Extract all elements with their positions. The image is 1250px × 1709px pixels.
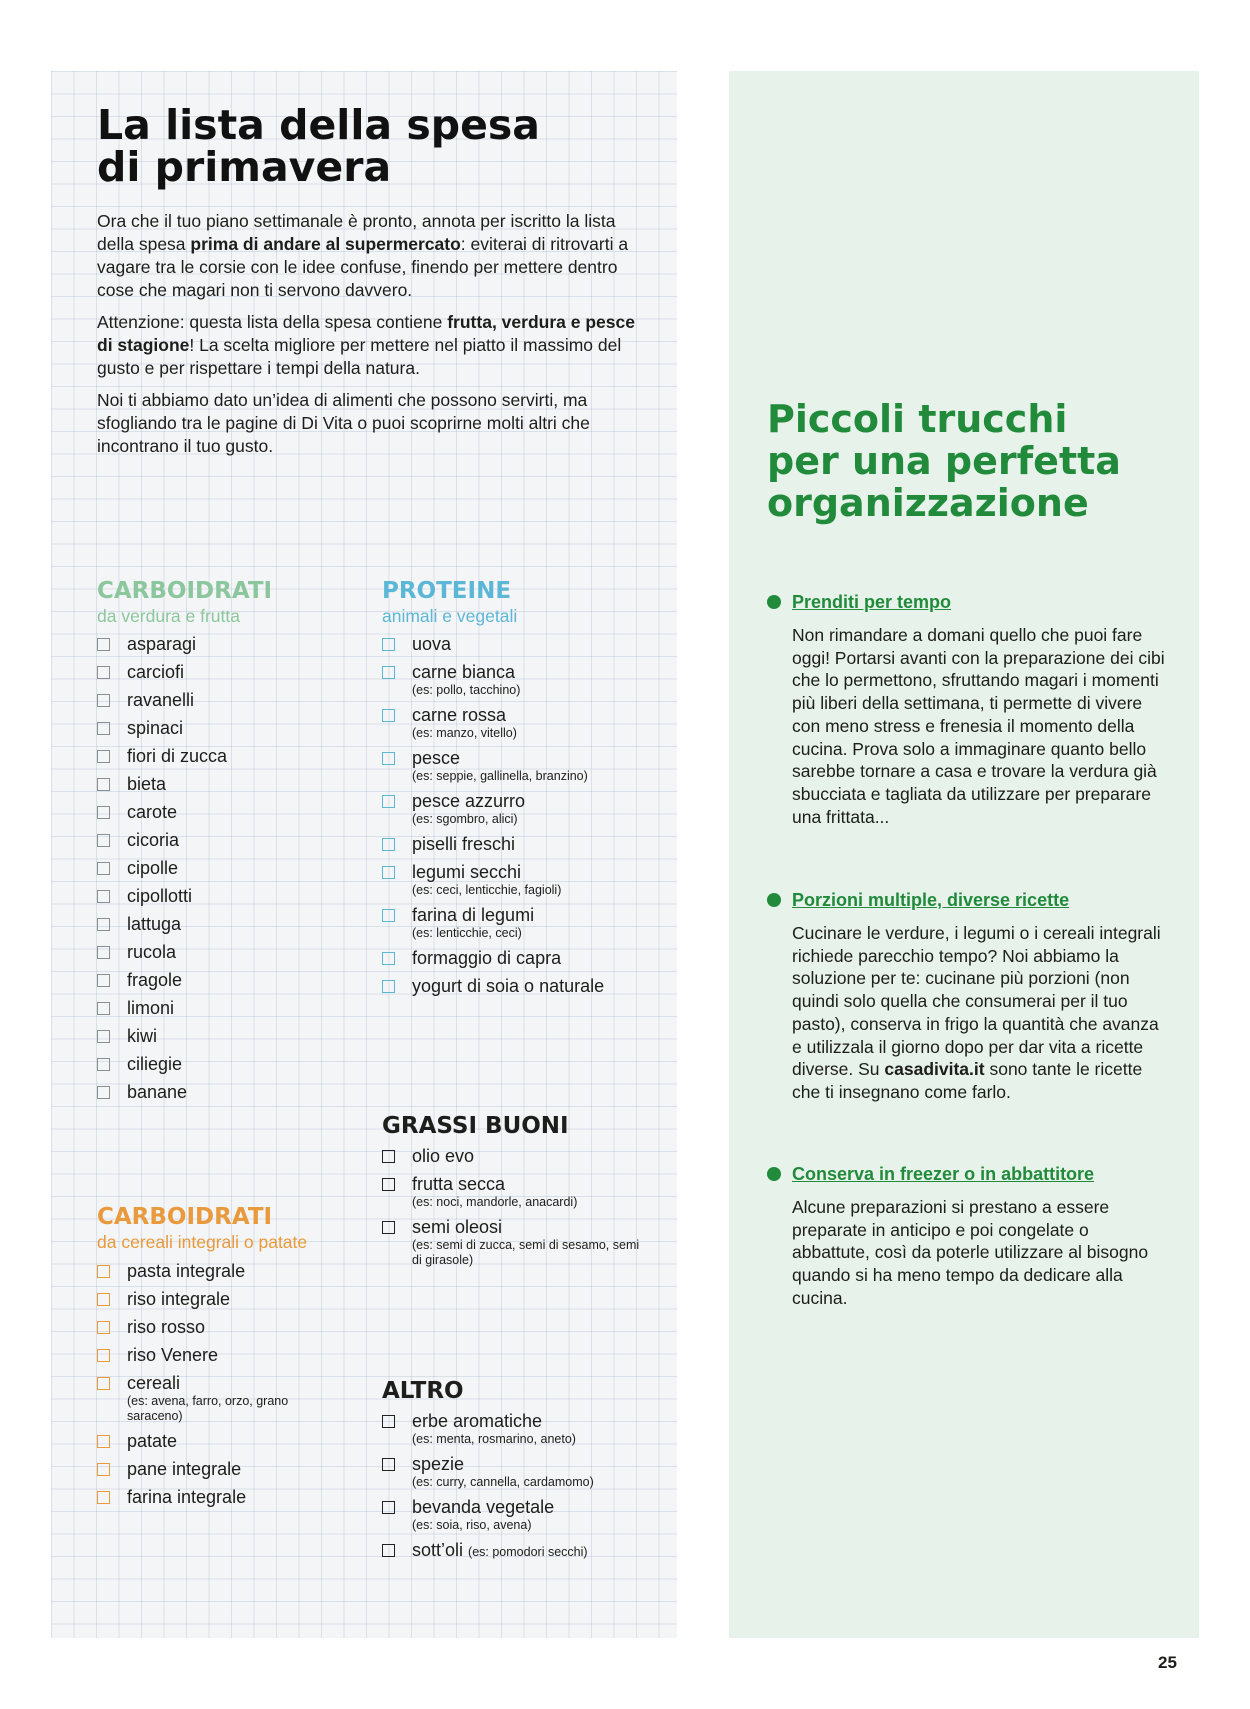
item-note: (es: manzo, vitello) — [412, 726, 517, 740]
checkbox-icon[interactable] — [382, 709, 395, 722]
item-label: cicoria — [127, 830, 180, 850]
checkbox-icon[interactable] — [97, 722, 110, 735]
item-label: riso integrale — [127, 1289, 231, 1309]
list-item[interactable] — [97, 689, 347, 711]
item-note: (es: pollo, tacchino) — [412, 683, 521, 697]
list-item[interactable] — [382, 704, 642, 741]
checkbox-icon[interactable] — [382, 952, 395, 965]
checkbox-icon[interactable] — [382, 666, 395, 679]
item-label: olio evo — [412, 1146, 475, 1166]
proteine-list — [382, 633, 642, 1003]
item-label: ciliegie — [127, 1054, 183, 1074]
carb1-subtitle: da verdura e frutta — [97, 606, 240, 626]
checkbox-icon[interactable] — [97, 1491, 110, 1504]
checkbox-icon[interactable] — [97, 750, 110, 763]
item-label: semi oleosi — [412, 1217, 503, 1237]
item-label: spinaci — [127, 718, 184, 738]
checkbox-icon[interactable] — [382, 1501, 395, 1514]
item-note: (es: avena, farro, orzo, grano saraceno) — [127, 1394, 289, 1423]
checkbox-icon[interactable] — [97, 1435, 110, 1448]
grassi-list — [382, 1145, 642, 1274]
tips-panel — [729, 71, 1199, 1638]
checkbox-icon[interactable] — [97, 1463, 110, 1476]
intro-paragraph-1: Ora che il tuo piano settimanale è pronto, annota per iscritto la lista della spesa prima di andare al supermercato: eviterai di ritrovarti a vagare tra le corsie con le idee confuse, finendo per mettere dentro cose che magari non ti servono davvero. — [97, 211, 629, 300]
list-item[interactable] — [97, 745, 347, 767]
item-label: asparagi — [127, 634, 197, 654]
tip-1-heading[interactable]: Prenditi per tempo — [767, 590, 1167, 614]
list-item[interactable] — [97, 661, 347, 683]
checkbox-icon[interactable] — [97, 890, 110, 903]
proteine-subtitle: animali e vegetali — [382, 606, 518, 626]
item-label: cipollotti — [127, 886, 193, 906]
altro-title: ALTRO — [382, 1378, 464, 1404]
list-item[interactable] — [382, 747, 642, 784]
page-number: 25 — [1158, 1653, 1177, 1672]
checkbox-icon[interactable] — [97, 778, 110, 791]
item-label: pesce — [412, 748, 461, 768]
list-item[interactable] — [382, 947, 642, 969]
item-label: kiwi — [127, 1026, 157, 1046]
list-item[interactable] — [382, 1145, 642, 1167]
checkbox-icon[interactable] — [382, 1150, 395, 1163]
list-item[interactable] — [382, 833, 642, 855]
item-label: fragole — [127, 970, 183, 990]
checkbox-icon[interactable] — [382, 866, 395, 879]
item-note: (es: pomodori secchi) — [468, 1545, 588, 1559]
list-item[interactable] — [97, 1458, 347, 1480]
tip-1-body: Non rimandare a domani quello che puoi fare oggi! Portarsi avanti con la preparazione dei cibi che lo permettono, sfruttando magari i momenti più liberi della settimana, ti permette di vivere con meno stress e frenesia il momento della cucina. Prova solo a immaginare quanto bello sarebbe tornare a casa e trovare la verdura già sbucciata e tagliata da utilizzare per preparare una frittata... — [792, 625, 1165, 827]
carb2-subtitle: da cereali integrali o patate — [97, 1232, 308, 1252]
list-item[interactable] — [382, 1410, 652, 1447]
item-note: (es: ceci, lenticchie, fagioli) — [412, 883, 562, 897]
tip-3-heading[interactable]: Conserva in freezer o in abbattitore — [767, 1162, 1167, 1186]
item-label: formaggio di capra — [412, 948, 562, 968]
item-label: carne bianca — [412, 662, 516, 682]
item-label: bieta — [127, 774, 167, 794]
grassi-title: GRASSI BUONI — [382, 1113, 569, 1139]
checkbox-icon[interactable] — [97, 862, 110, 875]
item-label: ravanelli — [127, 690, 195, 710]
list-item[interactable] — [97, 941, 347, 963]
bullet-dot-icon — [767, 1167, 781, 1181]
item-label: rucola — [127, 942, 177, 962]
item-label: banane — [127, 1082, 188, 1102]
item-note: (es: seppie, gallinella, branzino) — [412, 769, 588, 783]
checkbox-icon[interactable] — [97, 918, 110, 931]
item-label: carciofi — [127, 662, 185, 682]
item-label: erbe aromatiche — [412, 1411, 543, 1431]
checkbox-icon[interactable] — [97, 1321, 110, 1334]
checkbox-icon[interactable] — [97, 666, 110, 679]
checkbox-icon[interactable] — [97, 834, 110, 847]
item-label: cipolle — [127, 858, 179, 878]
item-label: lattuga — [127, 914, 182, 934]
list-item[interactable] — [382, 1173, 642, 1210]
item-label: cereali — [127, 1373, 181, 1393]
tips-title: Piccoli trucchi per una perfetta organizzazione — [767, 397, 1121, 525]
checkbox-icon[interactable] — [382, 795, 395, 808]
list-item[interactable] — [97, 1288, 347, 1310]
intro-paragraph-2: Attenzione: questa lista della spesa contiene frutta, verdura e pesce di stagione! La scelta migliore per mettere nel piatto il massimo del gusto e per rispettare i tempi della natura. — [97, 312, 635, 378]
item-label: sott’oli — [412, 1540, 464, 1560]
checkbox-icon[interactable] — [97, 806, 110, 819]
checkbox-icon[interactable] — [382, 752, 395, 765]
item-note: (es: menta, rosmarino, aneto) — [412, 1432, 576, 1446]
list-item[interactable] — [382, 1539, 652, 1563]
list-item[interactable] — [382, 1453, 652, 1490]
item-label: riso rosso — [127, 1317, 206, 1337]
checkbox-icon[interactable] — [382, 638, 395, 651]
list-item[interactable] — [97, 1344, 347, 1366]
checkbox-icon[interactable] — [97, 1293, 110, 1306]
list-item[interactable] — [97, 969, 347, 991]
checkbox-icon[interactable] — [382, 1178, 395, 1191]
list-item[interactable] — [97, 773, 347, 795]
item-note: (es: curry, cannella, cardamomo) — [412, 1475, 594, 1489]
checkbox-icon[interactable] — [382, 980, 395, 993]
item-label: limoni — [127, 998, 175, 1018]
list-item[interactable] — [97, 801, 347, 823]
list-item[interactable] — [97, 913, 347, 935]
checkbox-icon[interactable] — [382, 1221, 395, 1234]
list-item[interactable] — [97, 1260, 347, 1282]
item-label: uova — [412, 634, 452, 654]
checkbox-icon[interactable] — [97, 974, 110, 987]
checkbox-icon[interactable] — [382, 1544, 395, 1557]
list-item[interactable] — [382, 661, 642, 698]
list-item[interactable] — [97, 857, 347, 879]
list-item[interactable] — [382, 790, 642, 827]
checkbox-icon[interactable] — [97, 694, 110, 707]
tip-2-body: Cucinare le verdure, i legumi o i cereali integrali richiede parecchio tempo? Noi abbiamo la soluzione per te: cucinane più porzioni (non quindi solo quella che consumerai per il tuo pasto), conserva in frigo la quantità che avanza e utilizzala il giorno dopo per dar vita a ricette diverse. Su casadivita.it sono tante le ricette che ti insegnano come farlo. — [792, 923, 1161, 1102]
checkbox-icon[interactable] — [97, 1086, 110, 1099]
checkbox-icon[interactable] — [97, 1377, 110, 1390]
list-item[interactable] — [97, 885, 347, 907]
item-label: farina integrale — [127, 1487, 247, 1507]
list-item[interactable] — [97, 1430, 347, 1452]
list-item[interactable] — [382, 1496, 652, 1533]
checkbox-icon[interactable] — [97, 1265, 110, 1278]
item-label: carote — [127, 802, 178, 822]
item-label: pasta integrale — [127, 1261, 246, 1281]
list-item[interactable] — [97, 829, 347, 851]
intro-paragraph-3: Noi ti abbiamo dato un’idea di alimenti che possono servirti, ma sfogliando tra le pagine di Di Vita o puoi scoprirne molti altri che incontrano il tuo gusto. — [97, 390, 590, 456]
carb2-list — [97, 1260, 347, 1514]
item-label: legumi secchi — [412, 862, 522, 882]
item-label: farina di legumi — [412, 905, 535, 925]
page-title — [97, 101, 637, 191]
list-item[interactable] — [97, 633, 347, 655]
checkbox-icon[interactable] — [382, 1458, 395, 1471]
item-label: fiori di zucca — [127, 746, 228, 766]
tip-conserva-freezer — [767, 1162, 1167, 1310]
item-label: spezie — [412, 1454, 465, 1474]
carb2-title: CARBOIDRATI — [97, 1204, 273, 1230]
list-item[interactable] — [97, 1025, 347, 1047]
item-label: carne rossa — [412, 705, 507, 725]
altro-list — [382, 1410, 652, 1569]
intro-text — [97, 210, 642, 467]
list-item[interactable] — [97, 1081, 347, 1103]
tip-porzioni-multiple — [767, 888, 1167, 1104]
casadivita-link[interactable]: casadivita.it — [884, 1059, 985, 1080]
list-item[interactable] — [382, 633, 642, 655]
tip-prenditi-per-tempo — [767, 590, 1167, 828]
list-item[interactable] — [97, 1053, 347, 1075]
item-label: pane integrale — [127, 1459, 242, 1479]
list-item[interactable] — [97, 1316, 347, 1338]
list-item[interactable] — [382, 904, 642, 941]
checkbox-icon[interactable] — [97, 1058, 110, 1071]
checkbox-icon[interactable] — [97, 638, 110, 651]
item-label: patate — [127, 1431, 178, 1451]
item-note: (es: sgombro, alici) — [412, 812, 518, 826]
item-note: (es: soia, riso, avena) — [412, 1518, 532, 1532]
title-line-1: La lista della spesa — [97, 101, 540, 149]
tip-2-heading[interactable]: Porzioni multiple, diverse ricette — [767, 888, 1167, 912]
list-item[interactable] — [382, 861, 642, 898]
carb1-list — [97, 633, 347, 1109]
checkbox-icon[interactable] — [97, 1002, 110, 1015]
checkbox-icon[interactable] — [382, 1415, 395, 1428]
item-note: (es: semi di zucca, semi di sesamo, semi di girasole) — [412, 1238, 640, 1267]
item-label: riso Venere — [127, 1345, 219, 1365]
carb1-title: CARBOIDRATI — [97, 578, 273, 604]
list-item[interactable] — [382, 975, 642, 997]
checkbox-icon[interactable] — [97, 1349, 110, 1362]
item-label: frutta secca — [412, 1174, 506, 1194]
list-item[interactable] — [97, 717, 347, 739]
checkbox-icon[interactable] — [97, 946, 110, 959]
item-label: yogurt di soia o naturale — [412, 976, 605, 996]
list-item[interactable] — [382, 1216, 642, 1268]
tip-3-body: Alcune preparazioni si prestano a essere preparate in anticipo e poi congelate o abbattute, così da poterle utilizzare al bisogno quando si ha meno tempo da dedicare alla cucina. — [792, 1197, 1149, 1308]
list-item[interactable] — [97, 1486, 347, 1508]
item-label: bevanda vegetale — [412, 1497, 555, 1517]
proteine-title: PROTEINE — [382, 578, 512, 604]
item-label: pesce azzurro — [412, 791, 526, 811]
title-line-2: di primavera — [97, 143, 392, 191]
checkbox-icon[interactable] — [382, 838, 395, 851]
checkbox-icon[interactable] — [382, 909, 395, 922]
bullet-dot-icon — [767, 595, 781, 609]
item-note: (es: lenticchie, ceci) — [412, 926, 522, 940]
list-item[interactable] — [97, 1372, 347, 1424]
list-item[interactable] — [97, 997, 347, 1019]
item-label: piselli freschi — [412, 834, 516, 854]
checkbox-icon[interactable] — [97, 1030, 110, 1043]
item-note: (es: noci, mandorle, anacardi) — [412, 1195, 578, 1209]
bullet-dot-icon — [767, 893, 781, 907]
